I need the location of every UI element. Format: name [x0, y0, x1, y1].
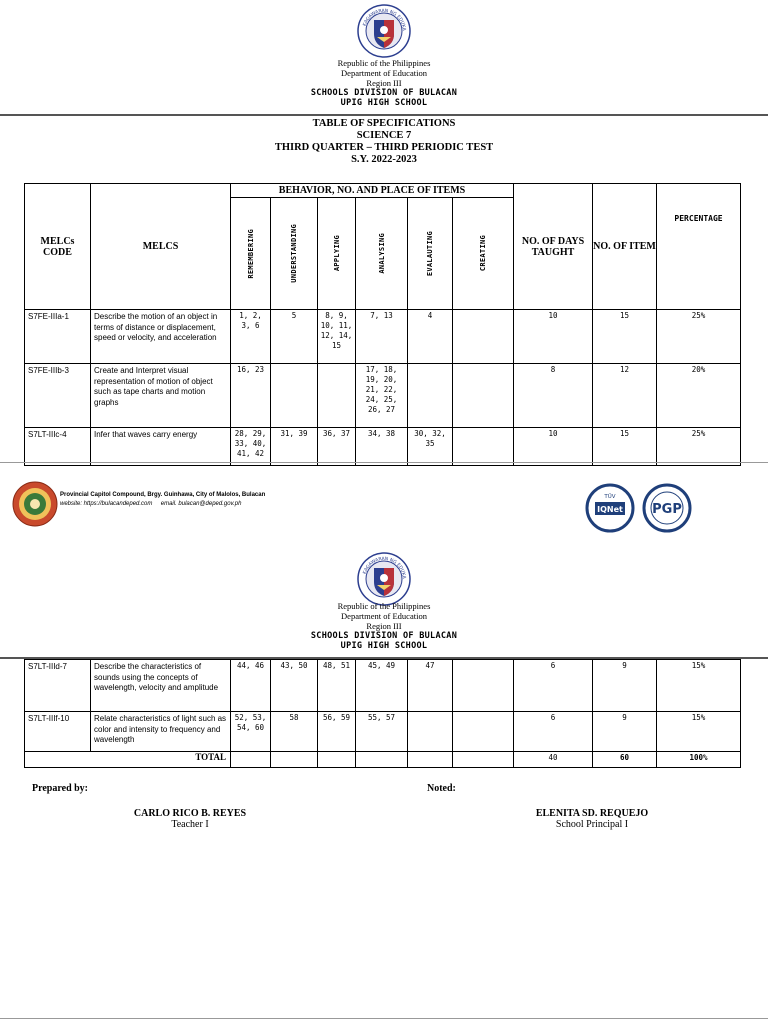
analysing-items: 7, 13 — [356, 310, 408, 364]
percentage: 20% — [657, 364, 741, 428]
school-line: UPIG HIGH SCHOOL — [340, 641, 428, 651]
applying-items: 8, 9, 10, 11, 12, 14, 15 — [318, 310, 356, 364]
understanding-items: 43, 50 — [271, 660, 318, 712]
creating-items — [453, 364, 514, 428]
letterhead — [0, 58, 768, 108]
svg-text:PGP: PGP — [652, 502, 682, 517]
percentage: 25% — [657, 310, 741, 364]
melc-description: Describe the characteristics of sounds using the concepts of wavelength, velocity and amplitude — [91, 660, 231, 712]
col-header-percentage: PERCENTAGE — [657, 184, 741, 310]
melc-description: Infer that waves carry energy — [91, 428, 231, 466]
total-days: 40 — [514, 752, 593, 768]
melc-description: Relate characteristics of light such as color and intensity to frequency and wavelength — [91, 712, 231, 752]
applying-items: 36, 37 — [318, 428, 356, 466]
melc-code: S7LT-IIId-7 — [25, 660, 91, 712]
total-percentage: 100% — [657, 752, 741, 768]
analysing-items: 55, 57 — [356, 712, 408, 752]
header-rule — [0, 114, 768, 116]
preparer-name: CARLO RICO B. REYES — [133, 808, 247, 819]
division-line: SCHOOLS DIVISION OF BULACAN — [310, 631, 458, 641]
principal-name: ELENITA SD. REQUEJO — [535, 808, 649, 819]
evaluating-items: 4 — [408, 310, 453, 364]
col-header-days: NO. OF DAYS TAUGHT — [514, 184, 593, 310]
noted-label: Noted: — [427, 783, 456, 794]
table-row — [25, 364, 741, 428]
col-header-understanding: UNDERSTANDING — [271, 198, 318, 310]
svg-text:KAGAWARAN NG EDUKASYON: KAGAWARAN NG EDUKA — [362, 556, 407, 579]
percentage: 25% — [657, 428, 741, 466]
page-footer — [0, 478, 768, 538]
deped-seal-icon — [357, 552, 411, 606]
total-label: TOTAL — [25, 752, 231, 768]
melc-description: Describe the motion of an object in terms of distance or displacement, speed or velocity, and acceleration — [91, 310, 231, 364]
footer-address: Provincial Capitol Compound, Brgy. Guinhawa, City of Malolos, Bulacan — [60, 492, 266, 498]
title-line-3: THIRD QUARTER – THIRD PERIODIC TEST — [274, 142, 494, 153]
col-header-items: NO. OF ITEM — [593, 184, 657, 310]
col-header-code: MELCs CODE — [25, 184, 91, 310]
percentage: 15% — [657, 712, 741, 752]
footer-contact — [60, 491, 265, 509]
creating-items — [453, 428, 514, 466]
table-row — [25, 310, 741, 364]
table-row — [25, 712, 741, 752]
evaluating-items: 47 — [408, 660, 453, 712]
department-line: Department of Education — [341, 68, 427, 78]
total-row — [25, 752, 741, 768]
principal-title: School Principal I — [555, 819, 629, 830]
svg-text:KAGAWARAN NG EDUKASYON: KAGAWARAN NG EDUKA — [362, 8, 407, 31]
page-break-rule — [0, 462, 768, 463]
days-taught: 10 — [514, 310, 593, 364]
understanding-items — [271, 364, 318, 428]
title-line-2: SCIENCE 7 — [356, 130, 412, 141]
region-line: Region III — [366, 621, 402, 631]
analysing-items: 34, 38 — [356, 428, 408, 466]
melc-code: S7FE-IIIb-3 — [25, 364, 91, 428]
col-header-evaluating: EVALAUTING — [408, 198, 453, 310]
specifications-table — [24, 183, 741, 466]
preparer-signature — [90, 808, 290, 830]
applying-items: 56, 59 — [318, 712, 356, 752]
understanding-items: 58 — [271, 712, 318, 752]
footer-website: website: https://bulacandeped.com — [60, 501, 153, 507]
applying-items: 48, 51 — [318, 660, 356, 712]
understanding-items: 5 — [271, 310, 318, 364]
item-count: 15 — [593, 428, 657, 466]
evaluating-items: 30, 32, 35 — [408, 428, 453, 466]
creating-items — [453, 310, 514, 364]
remembering-items: 52, 53, 54, 60 — [231, 712, 271, 752]
prepared-by-label: Prepared by: — [32, 783, 89, 794]
col-header-melcs: MELCS — [91, 184, 231, 310]
days-taught: 10 — [514, 428, 593, 466]
percentage: 15% — [657, 660, 741, 712]
item-count: 12 — [593, 364, 657, 428]
creating-items — [453, 712, 514, 752]
days-taught: 6 — [514, 712, 593, 752]
svg-text:TÜV: TÜV — [604, 494, 616, 500]
pgp-certification-icon — [642, 483, 692, 533]
remembering-items: 44, 46 — [231, 660, 271, 712]
analysing-items: 17, 18, 19, 20, 21, 22, 24, 25, 26, 27 — [356, 364, 408, 428]
department-line: Department of Education — [341, 611, 427, 621]
col-header-analysing: ANALYSING — [356, 198, 408, 310]
tuv-certification-icon — [585, 483, 635, 533]
principal-signature — [492, 808, 692, 830]
preparer-title: Teacher I — [171, 819, 209, 830]
table-row — [25, 660, 741, 712]
republic-line: Republic of the Philippines — [337, 58, 431, 68]
title-line-4: S.Y. 2022-2023 — [351, 154, 417, 165]
melc-code: S7FE-IIIa-1 — [25, 310, 91, 364]
evaluating-items — [408, 364, 453, 428]
svg-text:IQNet: IQNet — [597, 505, 623, 514]
item-count: 9 — [593, 660, 657, 712]
days-taught: 8 — [514, 364, 593, 428]
analysing-items: 45, 49 — [356, 660, 408, 712]
table-row — [25, 428, 741, 466]
melc-code: S7LT-IIIc-4 — [25, 428, 91, 466]
title-line-1: TABLE OF SPECIFICATIONS — [312, 118, 456, 129]
letterhead — [0, 601, 768, 651]
republic-line: Republic of the Philippines — [337, 601, 431, 611]
col-header-applying: APPLYING — [318, 198, 356, 310]
creating-items — [453, 660, 514, 712]
melc-description: Create and Interpret visual representation of motion of object such as tape charts and motion graphs — [91, 364, 231, 428]
total-items: 60 — [593, 752, 657, 768]
school-line: UPIG HIGH SCHOOL — [340, 98, 428, 108]
col-header-creating: CREATING — [453, 198, 514, 310]
col-header-remembering: REMEMBERING — [231, 198, 271, 310]
region-line: Region III — [366, 78, 402, 88]
footer-email: email. bulacan@deped.gov.ph — [160, 501, 242, 507]
document-title — [0, 118, 768, 166]
evaluating-items — [408, 712, 453, 752]
deped-seal-icon — [357, 4, 411, 58]
days-taught: 6 — [514, 660, 593, 712]
item-count: 9 — [593, 712, 657, 752]
remembering-items: 28, 29, 33, 40, 41, 42 — [231, 428, 271, 466]
remembering-items: 16, 23 — [231, 364, 271, 428]
remembering-items: 1, 2, 3, 6 — [231, 310, 271, 364]
division-line: SCHOOLS DIVISION OF BULACAN — [310, 88, 458, 98]
understanding-items: 31, 39 — [271, 428, 318, 466]
bottom-rule — [0, 1018, 768, 1019]
bulacan-seal-icon — [12, 481, 58, 527]
applying-items — [318, 364, 356, 428]
item-count: 15 — [593, 310, 657, 364]
melc-code: S7LT-IIIf-10 — [25, 712, 91, 752]
col-header-behavior: BEHAVIOR, NO. AND PLACE OF ITEMS — [231, 184, 514, 198]
specifications-table-continued — [24, 659, 741, 768]
